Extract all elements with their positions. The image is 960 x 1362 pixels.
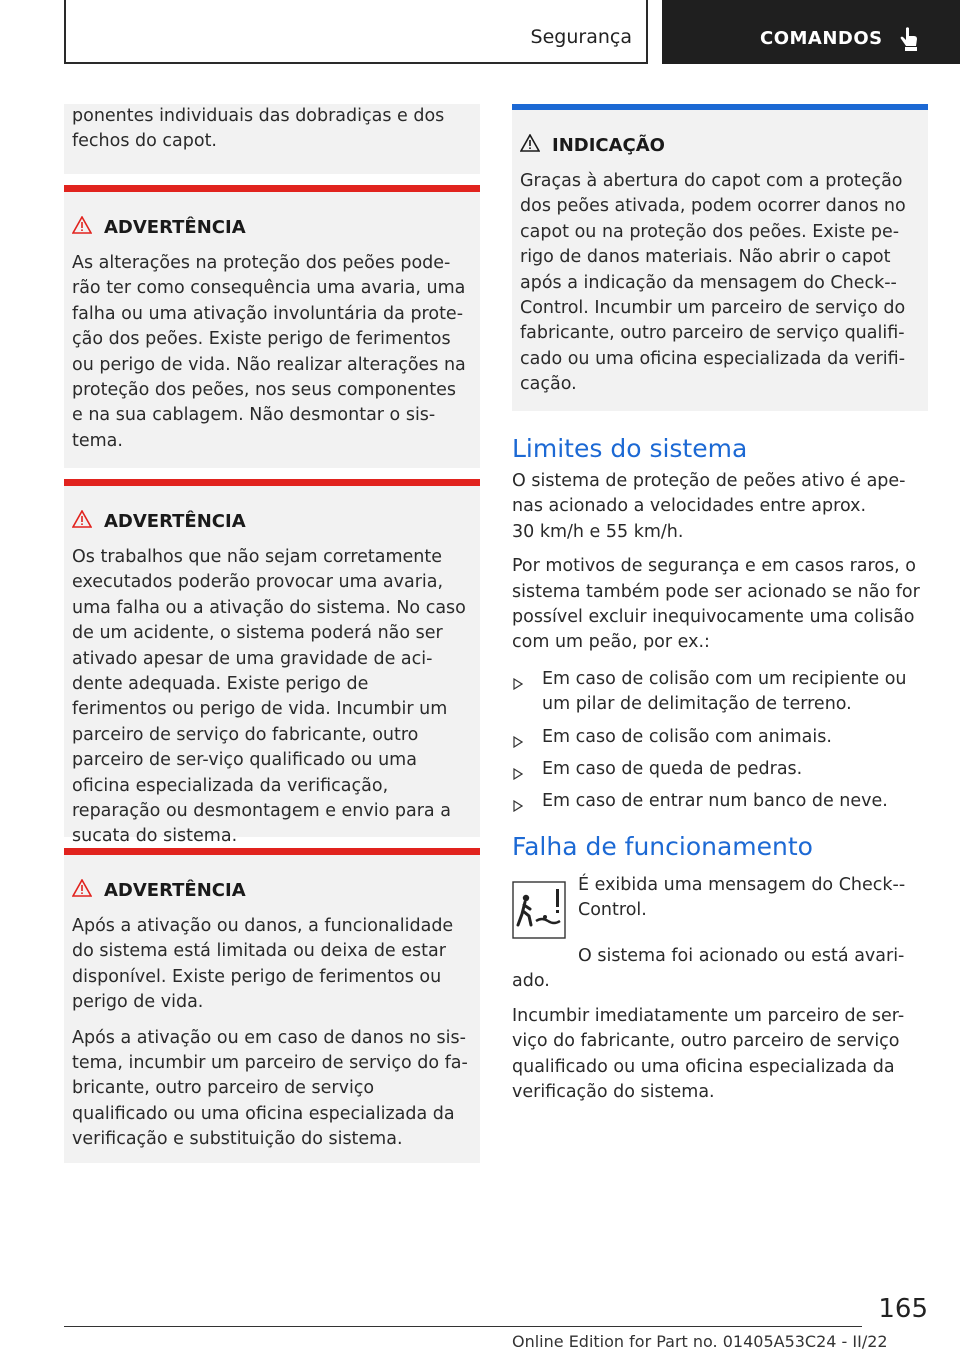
fault-text: Incumbir imediatamente um parceiro de ser-viço do fabricante, outro parceiro de serviço qualificado ou uma oficina especializada da verificação do sistema.	[512, 1005, 905, 1103]
warning-text: Após a ativação ou em caso de danos no sis-tema, incumbir um parceiro de serviço do fa-bricante, outro parceiro de serviço qualificado ou uma oficina especializada da verificação e substituição do sistema.	[72, 1027, 468, 1150]
fault-heading: Falha de funcionamento	[512, 832, 813, 861]
note-box	[512, 104, 928, 411]
warning-text: Os trabalhos que não sejam corretamente executados poderão provocar uma avaria, uma falha ou a ativação do sistema. No caso de um acidente, o sistema poderá não ser ativado apesar de uma gravidade de aci-dente adequada. Existe perigo de ferimentos ou perigo de vida. Incumbir um parceiro de serviço do fabricante, outro parceiro de ser-viço qualificado ou uma oficina especializada da verificação, reparação ou desmontagem e envio para a sucata do sistema.	[72, 547, 466, 847]
list-item: Em caso de colisão com animais.	[512, 725, 930, 750]
warning-triangle-icon	[72, 510, 92, 533]
bullet-triangle-icon	[513, 731, 523, 756]
warning-triangle-icon	[72, 216, 92, 239]
warning-title: ADVERTÊNCIA	[104, 217, 246, 238]
bullet-triangle-icon	[513, 673, 523, 698]
fault-message-row	[512, 873, 930, 935]
fault-section	[512, 831, 930, 1105]
pointing-hand-icon	[898, 26, 920, 56]
note-title: INDICAÇÃO	[552, 135, 665, 156]
list-item: Em caso de queda de pedras.	[512, 757, 930, 782]
header-chapter-tab	[662, 0, 960, 64]
fault-message-text: É exibida uma mensagem do Check--Control.	[578, 875, 906, 921]
warning-heading	[72, 879, 472, 902]
bullet-triangle-icon	[513, 795, 523, 820]
warning-title: ADVERTÊNCIA	[104, 880, 246, 901]
bullet-triangle-icon	[513, 763, 523, 788]
warning-text: Após a ativação ou danos, a funcionalidade do sistema está limitada ou deixa de estar disponível. Existe perigo de ferimentos ou perigo de vida.	[72, 916, 454, 1013]
page-number: 165	[878, 1294, 928, 1324]
header-section-title: Segurança	[530, 26, 632, 48]
warning-box-3	[64, 848, 480, 1163]
warning-heading	[72, 216, 468, 239]
warning-box-1	[64, 185, 480, 468]
warning-box-2	[64, 479, 480, 847]
limits-section	[512, 433, 930, 822]
note-triangle-icon	[520, 134, 540, 157]
header-chapter-title: COMANDOS	[760, 28, 883, 49]
warning-text: As alterações na proteção dos peões pode-rão ter como consequência uma avaria, uma falha ou uma ativação involuntária da prote-ção dos peões. Existe perigo de ferimentos ou perigo de vida. Não realizar alterações na proteção dos peões, nos seus componentes e na sua cablagem. Não desmontar o sis-tema.	[72, 253, 466, 451]
edition-note: Online Edition for Part no. 01405A53C24 - II/22	[512, 1332, 888, 1351]
limits-list	[512, 667, 930, 815]
footer-divider	[64, 1326, 862, 1327]
list-item: Em caso de entrar num banco de neve.	[512, 789, 930, 814]
limits-speed-range: 30 km/h e 55 km/h.	[512, 521, 684, 542]
note-heading	[520, 134, 918, 157]
note-text: Graças à abertura do capot com a proteção dos peões ativada, podem ocorrer danos no capot ou na proteção dos peões. Existe pe-rigo de danos materiais. Não abrir o capot após a indicação da mensagem do Check--Control. Incumbir um parceiro de serviço do fabricante, outro parceiro de serviço qualifi-cado ou uma oficina especializada da verifi-cação.	[520, 171, 906, 395]
limits-text: Por motivos de segurança e em casos raros, o sistema também pode ser acionado se não for possível excluir inequivocamente uma colisão com um peão, por ex.:	[512, 556, 920, 653]
limits-heading: Limites do sistema	[512, 434, 748, 463]
warning-title: ADVERTÊNCIA	[104, 511, 246, 532]
continuation-text: ponentes individuais das dobradiças e dos fechos do capot.	[72, 106, 445, 152]
limits-text: O sistema de proteção de peões ativo é ape-nas acionado a velocidades entre aprox.	[512, 471, 906, 517]
pedestrian-protection-warning-icon	[512, 881, 566, 943]
warning-heading	[72, 510, 468, 533]
fault-text: O sistema foi acionado ou está avari-ado.	[512, 946, 905, 992]
list-item: Em caso de colisão com um recipiente ou um pilar de delimitação de terreno.	[512, 667, 930, 718]
header-section-box	[64, 0, 648, 64]
warning-triangle-icon	[72, 879, 92, 902]
continuation-box	[64, 104, 480, 174]
